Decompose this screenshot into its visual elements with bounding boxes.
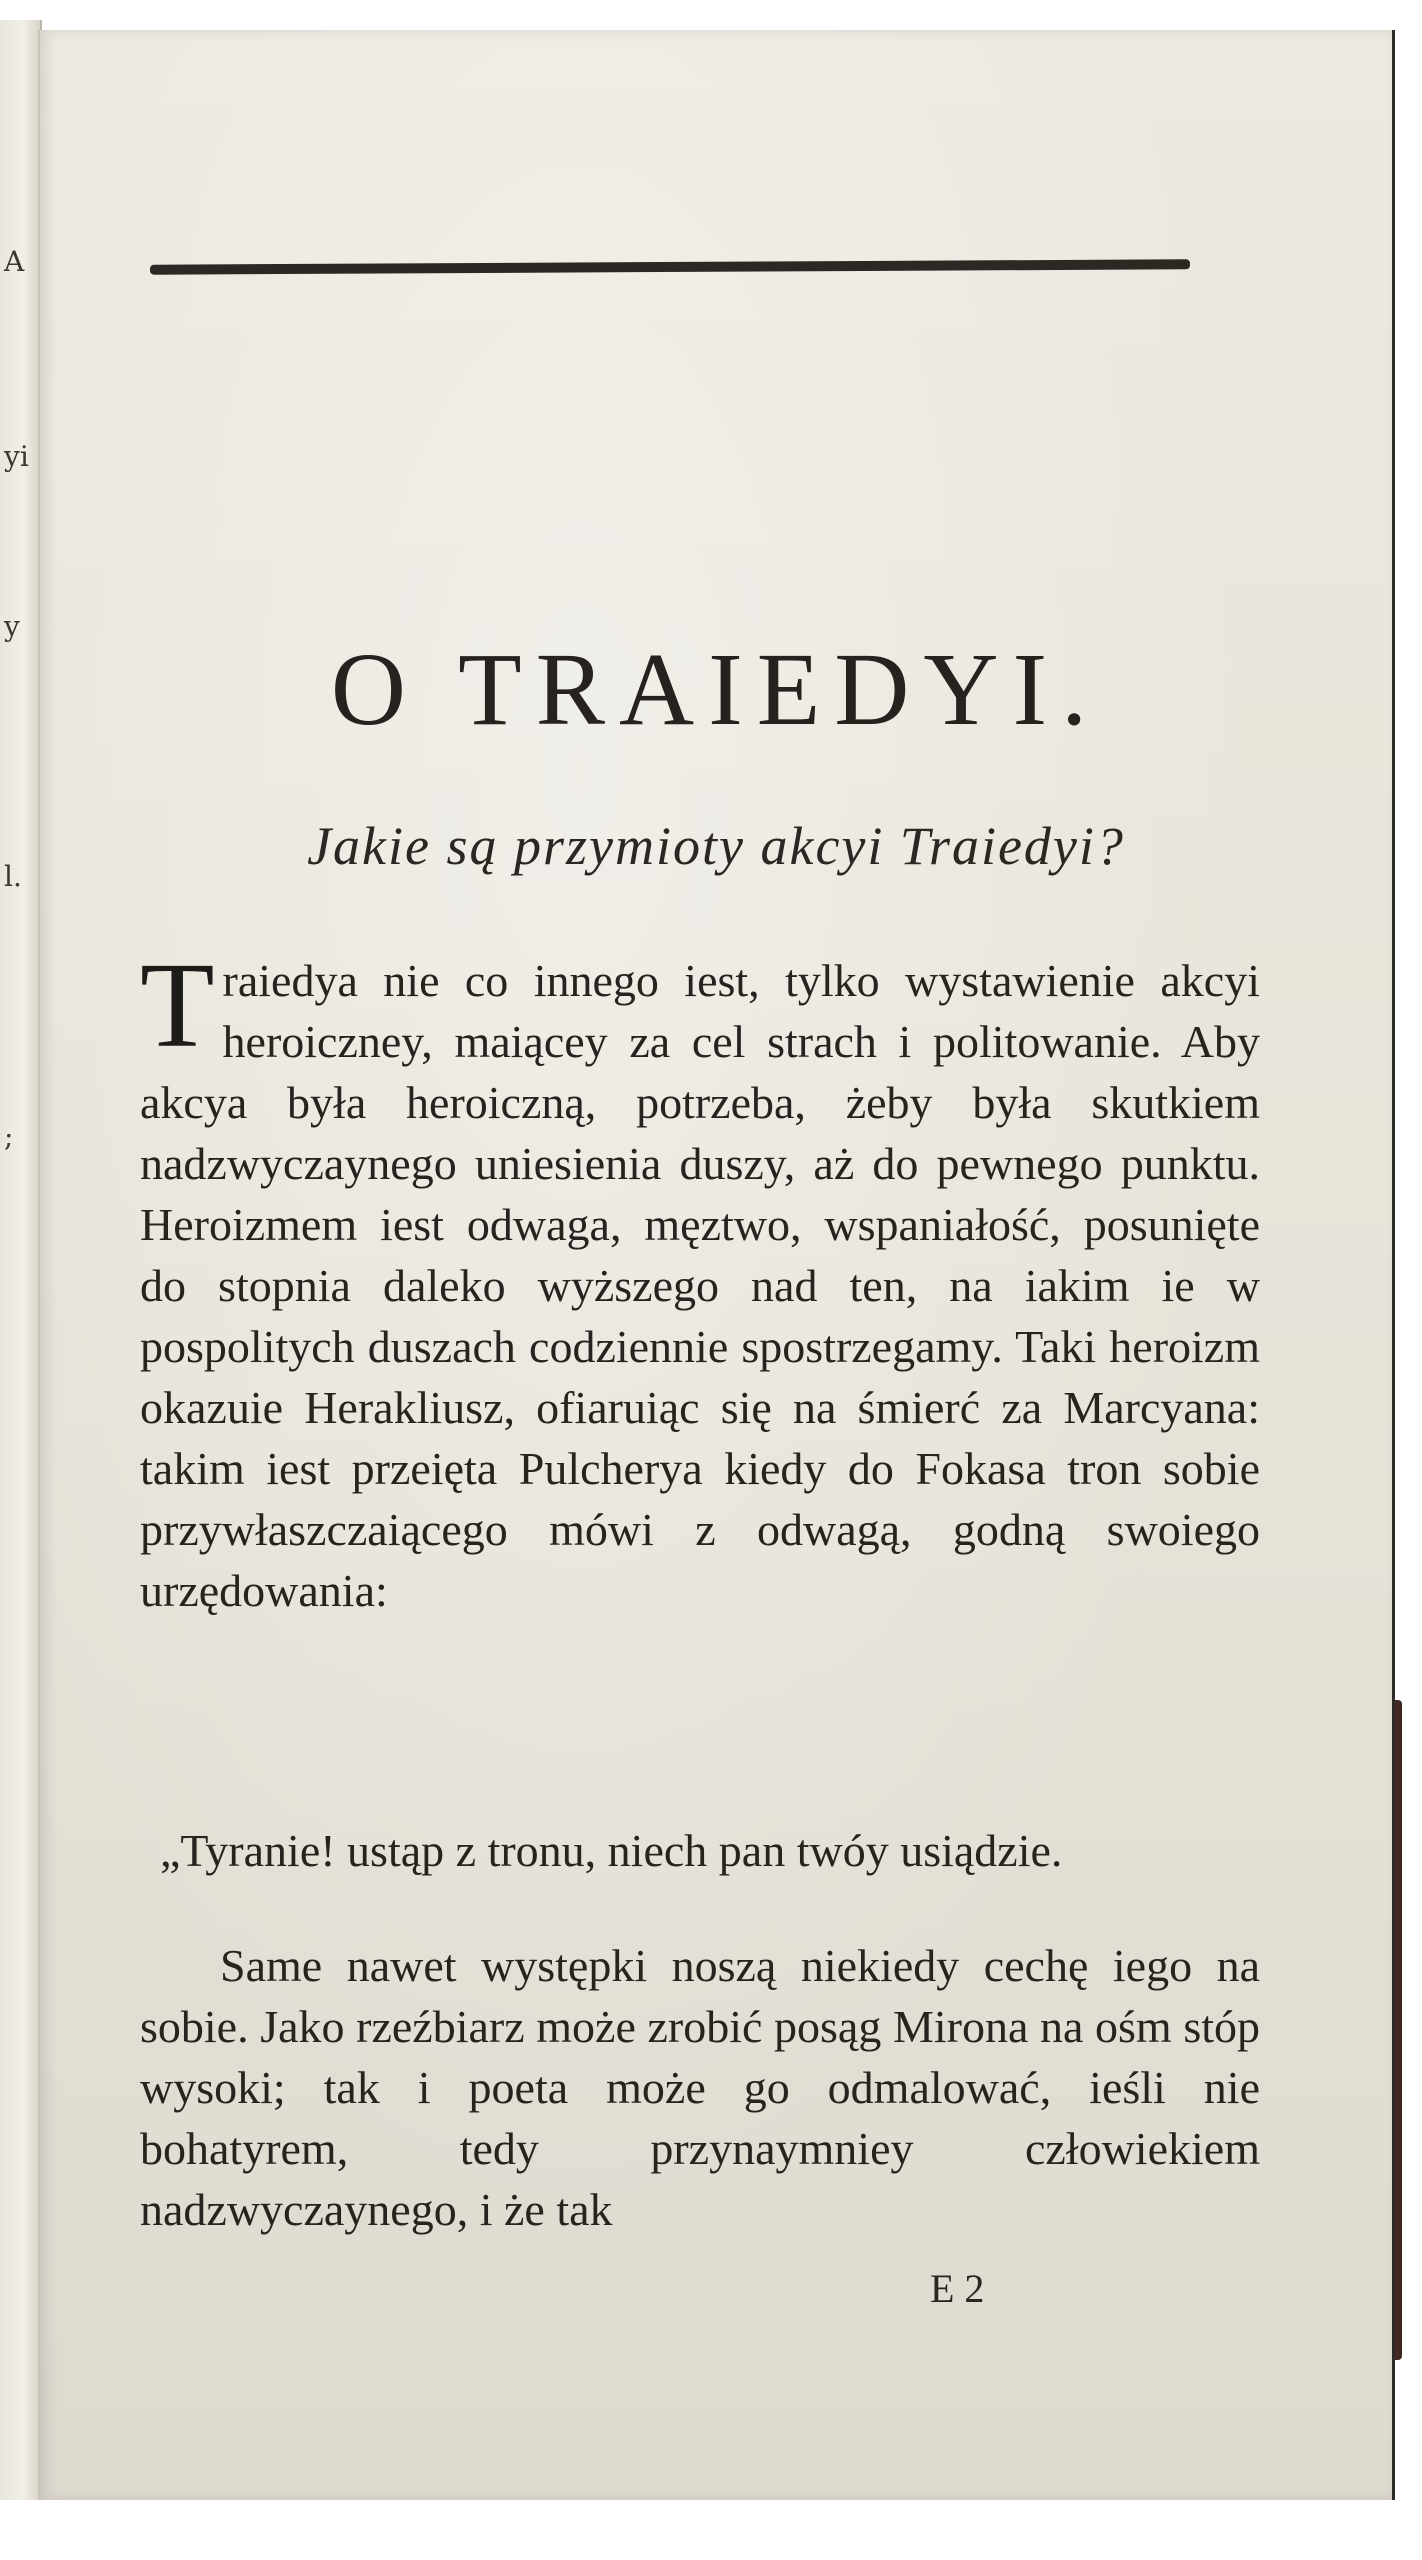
- quotation: [140, 1820, 1260, 1881]
- page-title: O TRAIEDYI.: [330, 632, 1102, 747]
- header-rule: [150, 259, 1190, 274]
- quotation-text: „Tyranie! ustąp z tronu, niech pan twóy usiądzie.: [160, 1825, 1063, 1876]
- margin-mark: ;: [4, 1120, 14, 1153]
- paragraph-2: [140, 1935, 1260, 2240]
- margin-mark: A: [4, 245, 25, 278]
- page-subtitle: Jakie są przymioty akcyi Traiedyi?: [307, 816, 1125, 876]
- margin-mark: l.: [4, 860, 22, 893]
- drop-cap: T: [140, 938, 215, 1073]
- book-page: [38, 30, 1395, 2500]
- signature-mark: E 2: [930, 2266, 985, 2311]
- margin-mark: y: [4, 610, 20, 643]
- paragraph-1: [140, 938, 1260, 1621]
- margin-mark: yi: [4, 440, 29, 473]
- paragraph-2-text: Same nawet występki noszą niekiedy cechę iego na sobie. Jako rzeźbiarz może zrobić posąg Mirona na ośm stóp wysoki; tak i poeta może go odmalować, ieśli nie bohatyrem, tedy przynaymniey człowiekiem nadzwyczaynego, i że tak: [140, 1940, 1260, 2235]
- left-page-edge: [0, 20, 42, 2500]
- paragraph-1-text: raiedya nie co innego iest, tylko wystawienie akcyi heroiczney, maiącey za cel strach i politowanie. Aby akcya była heroiczną, potrzeba, żeby była skutkiem nadzwyczaynego uniesienia duszy, aż do pewnego punktu. Heroizmem iest odwaga, męztwo, wspaniałość, posunięte do stopnia daleko wyższego nad ten, na iakim ie w pospolitych duszach codziennie spostrzegamy. Taki heroizm okazuie Herakliusz, ofiaruiąc się na śmierć za Marcyana: takim iest przeięta Pulcherya kiedy do Fokasa tron sobie przywłaszczaiącego mówi z odwagą, godną swoiego urzędowania:: [140, 955, 1260, 1616]
